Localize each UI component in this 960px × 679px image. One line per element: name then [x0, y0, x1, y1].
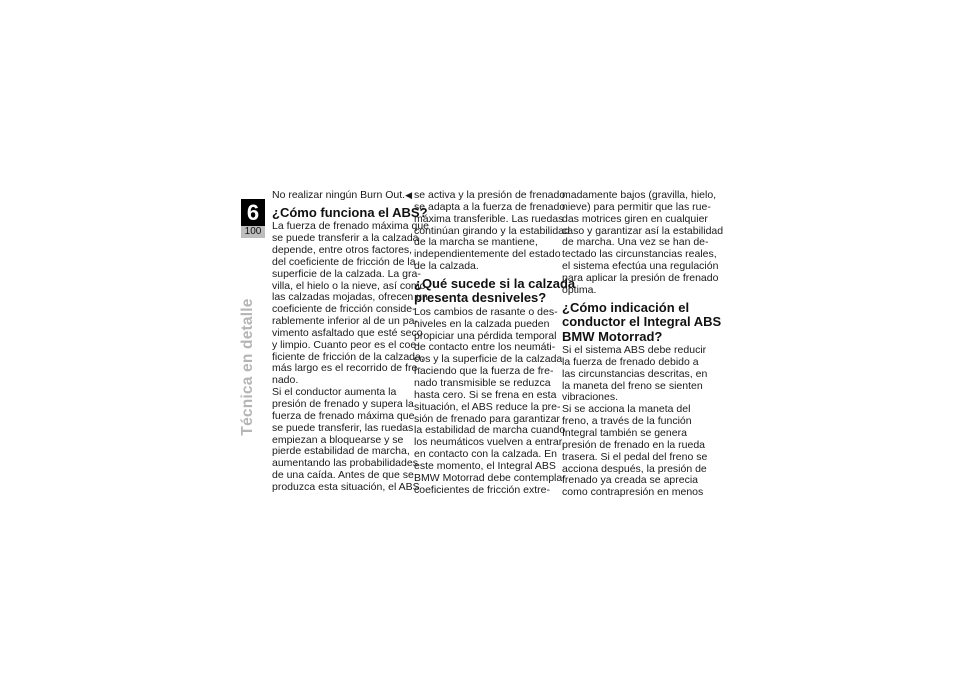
text-line: caso y garantizar así la estabilidad: [562, 224, 724, 237]
text-line: Integral también se genera: [562, 427, 687, 439]
text-line: frenado ya creada se aprecia: [562, 474, 699, 487]
text-line: los neumáticos vuelven a entrar: [414, 436, 563, 449]
text-line: haciendo que la fuerza de fre-: [414, 365, 554, 378]
text-line: como contrapresión en menos: [562, 486, 704, 499]
text-line: óptima.: [562, 283, 597, 296]
text-line: la maneta del freno se sienten: [562, 379, 703, 392]
text-line: madamente bajos (gravilla, hielo,: [562, 189, 717, 201]
text-line: acciona después, la presión de: [562, 462, 707, 475]
text-line: tectado las circunstancias reales,: [562, 248, 717, 261]
text-line: trasera. Si el pedal del freno se: [562, 450, 708, 463]
text-line: en contacto con la calzada. En: [414, 448, 558, 461]
text-line: se adapta a la fuerza de frenado: [414, 200, 566, 213]
text-line: Si el conductor aumenta la: [272, 386, 397, 399]
text-line: continúan girando y la estabilidad: [414, 224, 570, 237]
text-line: coeficiente de fricción conside-: [272, 303, 416, 316]
text-line: empiezan a bloquearse y se: [272, 433, 404, 446]
intro-line: [272, 190, 412, 202]
text-line: más largo es el recorrido de fre-: [272, 362, 421, 375]
text-line: vibraciones.: [562, 391, 619, 404]
text-line: villa, el hielo o la nieve, así como: [272, 279, 426, 292]
text-line: de una caída. Antes de que se: [272, 469, 414, 482]
text-line: Los cambios de rasante o des-: [414, 305, 558, 318]
end-mark-icon: ◀: [405, 190, 412, 200]
heading-line: ¿Cómo indicación el: [562, 299, 690, 315]
text-line: se puede transferir a la calzada: [272, 232, 419, 245]
text-line: el sistema efectúa una regulación: [562, 260, 719, 273]
heading-line: BMW Motorrad?: [562, 328, 663, 344]
paragraph-lines: [272, 220, 430, 493]
text-line: pierde estabilidad de marcha,: [272, 445, 410, 458]
text-line: hasta cero. Si se frena en esta: [414, 388, 557, 401]
text-line: se puede transferir, las ruedas: [272, 421, 414, 434]
text-line: máxima transferible. Las ruedas: [414, 212, 564, 225]
text-line: situación, el ABS reduce la pre-: [414, 400, 561, 413]
text-line: aumentando las probabilidades: [272, 457, 418, 470]
paragraph-lines-top: [562, 189, 724, 297]
heading-uneven-road: [414, 275, 576, 306]
paragraph-lines-bottom: [562, 344, 708, 499]
text-line: sión de frenado para garantizar: [414, 412, 560, 425]
text-line: nieve) para permitir que las rue-: [562, 200, 711, 213]
paragraph-lines-bottom: [414, 305, 566, 497]
heading-abs-function: ¿Cómo funciona el ABS?: [272, 204, 428, 220]
text-line: propiciar una pérdida temporal: [414, 329, 557, 342]
text-line: nado.: [272, 374, 299, 387]
text-line: fuerza de frenado máxima que: [272, 409, 415, 422]
text-line: del coeficiente de fricción de la: [272, 255, 416, 268]
text-line: de la marcha se mantiene,: [414, 236, 538, 249]
text-line: ficiente de fricción de la calzada,: [272, 350, 424, 363]
chapter-number-box: 6: [241, 199, 265, 226]
text-line: de la calzada.: [414, 260, 479, 273]
text-line: vimento asfaltado que esté seco: [272, 326, 423, 339]
text-line: la fuerza de frenado debido a: [562, 355, 699, 368]
text-line: las circunstancias descritas, en: [562, 367, 708, 380]
heading-line: presenta desniveles?: [414, 290, 547, 306]
text-line: La fuerza de frenado máxima que: [272, 220, 430, 233]
text-line: produzca esta situación, el ABS: [272, 480, 420, 493]
heading-abs-indication: [562, 299, 722, 345]
text-line: Si se acciona la maneta del: [562, 403, 691, 416]
text-line: de marcha. Una vez se han de-: [562, 236, 709, 249]
text-line: las calzadas mojadas, ofrecen un: [272, 291, 428, 304]
text-line: freno, a través de la función: [562, 415, 692, 428]
text-line: cos y la superficie de la calzada: [414, 353, 563, 366]
text-line: rablemente inferior al de un pa-: [272, 315, 418, 328]
text-line: BMW Motorrad debe contemplar: [414, 471, 566, 484]
text-line: das motrices giren en cualquier: [562, 212, 708, 225]
text-line: se activa y la presión de frenado: [414, 189, 566, 201]
section-title-vertical: Técnica en detalle: [239, 298, 256, 436]
text-line: depende, entre otros factores,: [272, 244, 413, 257]
text-column-3: [562, 189, 724, 499]
text-line: niveles en la calzada pueden: [414, 317, 550, 330]
text-line: este momento, el Integral ABS: [414, 459, 556, 472]
text-line: Si el sistema ABS debe reducir: [562, 344, 707, 357]
text-line: superficie de la calzada. La gra-: [272, 267, 421, 280]
text-line: independientemente del estado: [414, 248, 561, 261]
intro-text: No realizar ningún Burn Out.: [272, 189, 406, 201]
text-line: de contacto entre los neumáti-: [414, 341, 556, 354]
text-line: la estabilidad de marcha cuando: [414, 424, 566, 437]
text-line: coeficientes de fricción extre-: [414, 483, 550, 496]
heading-line: ¿Qué sucede si la calzada: [414, 275, 576, 291]
paragraph-lines-top: [414, 189, 570, 273]
text-line: para aplicar la presión de frenado: [562, 271, 719, 284]
page-number: 100: [241, 226, 265, 238]
text-line: presión de frenado en la rueda: [562, 438, 706, 451]
text-line: y limpio. Cuanto peor es el coe-: [272, 338, 420, 351]
text-line: presión de frenado y supera la: [272, 398, 414, 410]
heading-line: conductor el Integral ABS: [562, 314, 722, 330]
text-column-1: [272, 189, 430, 494]
text-column-2: [414, 189, 576, 496]
text-line: nado transmisible se reduzca: [414, 376, 551, 389]
